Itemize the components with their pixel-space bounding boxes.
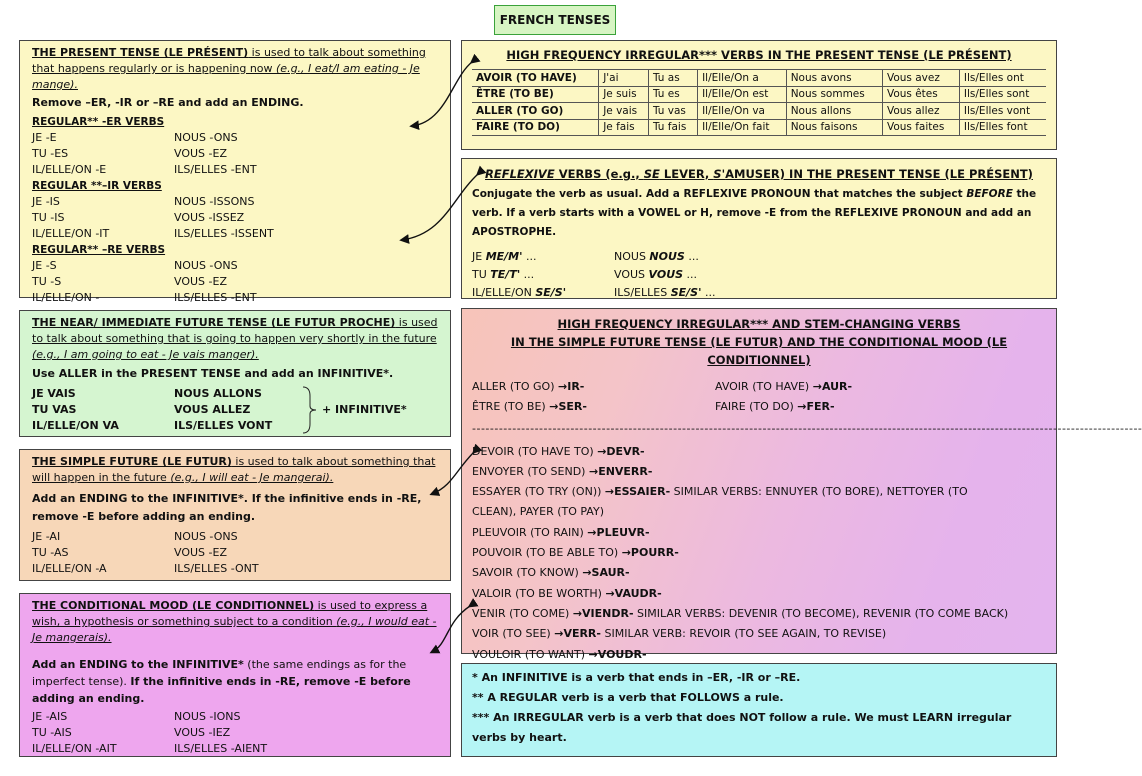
stem-verb: SAVOIR (TO KNOW)	[472, 566, 583, 580]
stem-value: SER-	[558, 400, 587, 414]
subject: NOUS	[614, 250, 650, 263]
stem-item	[472, 462, 1046, 482]
conjugation-cell: TU -ES	[32, 147, 69, 160]
reflexive-text-before: BEFORE	[966, 188, 1013, 200]
present-intro-text: is used to talk about something that happens regularly or is happening now	[32, 46, 426, 75]
conjugation-cell: ILS/ELLES VONT	[174, 419, 273, 432]
simple-future-example: (e.g., I will eat - Je mangerai).	[170, 471, 334, 484]
present-intro	[32, 45, 438, 93]
conjugation-grid	[32, 194, 438, 242]
conjugation-cell: Nous faisons	[786, 119, 882, 136]
conjugation-cell: Ils/Elles sont	[959, 86, 1046, 103]
reflexive-left	[472, 248, 614, 266]
irregular-present-table	[472, 69, 1046, 136]
arrow-icon: →	[587, 525, 597, 539]
conjugation-cell: Nous avons	[786, 70, 882, 87]
conjugation-cell: Ils/Elles vont	[959, 103, 1046, 120]
conjugation-cell: TU -S	[32, 275, 62, 288]
conjugation-cell: VOUS -IEZ	[174, 726, 231, 739]
conjugation-cell: Ils/Elles ont	[959, 70, 1046, 87]
present-tense-box	[19, 40, 451, 304]
verb-group-heading: REGULAR** -ER VERBS	[32, 116, 165, 128]
stem-value: ENVERR-	[598, 464, 653, 478]
pronoun: ME/M'	[485, 250, 523, 263]
reflexive-heading-end: AMUSER) IN THE PRESENT TENSE (LE PRÉSENT)	[725, 167, 1033, 181]
stem-value: VIENDR-	[582, 606, 634, 620]
stem-value: SAUR-	[591, 566, 630, 580]
near-future-box	[19, 310, 451, 437]
conjugation-cell: IL/ELLE/ON -E	[32, 163, 107, 176]
present-heading: THE PRESENT TENSE (LE PRÉSENT)	[32, 46, 249, 59]
pronoun: TE/T'	[490, 268, 521, 281]
conjugation-cell: NOUS -ONS	[174, 259, 238, 272]
stem-verb: DEVOIR (TO HAVE TO)	[472, 444, 598, 458]
stem-value: PLEUVR-	[596, 525, 650, 539]
conjugation-cell: VOUS -ISSEZ	[174, 211, 245, 224]
near-future-conjugation	[32, 386, 438, 434]
subject: JE	[472, 250, 486, 263]
similar-verbs-note: SIMILAR VERBS: DEVENIR (TO BECOME), REVENIR (TO COME BACK)	[633, 606, 1009, 620]
reflexive-heading-mid: VERBS (e.g.,	[554, 167, 644, 181]
conjugation-cell: VOUS -EZ	[174, 546, 227, 559]
conditional-instruction-c: If the infinitive ends in -RE, remove -E before adding an ending.	[32, 675, 411, 705]
stem-item	[472, 523, 1046, 543]
arrow-icon: →	[605, 586, 615, 600]
conjugation-cell: JE -AIS	[32, 710, 68, 723]
conjugation-cell: Je suis	[599, 86, 649, 103]
reflexive-row	[472, 266, 1046, 284]
irregular-present-box	[461, 40, 1057, 150]
conditional-box	[19, 593, 451, 757]
reflexive-heading	[472, 163, 1046, 185]
arrow-icon: →	[797, 400, 807, 414]
reflexive-left	[472, 284, 614, 302]
reflexive-right	[614, 266, 1046, 284]
simple-future-heading: THE SIMPLE FUTURE (LE FUTUR)	[32, 455, 232, 468]
brace-icon	[300, 386, 320, 434]
stem-value: IR-	[567, 380, 585, 393]
stem-item	[472, 645, 1046, 665]
conjugation-grid	[32, 529, 438, 577]
conjugation-cell: TU -AIS	[32, 726, 72, 739]
conditional-instruction-b: (the same endings as for the imperfect tense).	[32, 658, 407, 688]
stem-value: VERR-	[563, 627, 601, 641]
footnote: * An INFINITIVE is a verb that ends in –ER, -IR or –RE.	[472, 671, 801, 684]
stem-item	[472, 482, 1046, 502]
stem-item	[472, 442, 1046, 462]
stem-item	[472, 397, 715, 417]
ellipsis: ...	[520, 268, 535, 281]
conjugation-cell: JE -S	[32, 259, 57, 272]
conjugation-cell: ILS/ELLES -ENT	[174, 291, 257, 304]
conjugation-cell: Tu fais	[648, 119, 697, 136]
conjugation-cell: IL/ELLE/ON -AIT	[32, 742, 117, 755]
conjugation-cell: JE -AI	[32, 530, 61, 543]
table-row	[472, 119, 1046, 136]
conjugation-cell: Il/Elle/On va	[698, 103, 787, 120]
conjugation-cell: Je vais	[599, 103, 649, 120]
conjugation-cell: Il/Elle/On a	[698, 70, 787, 87]
stem-value: FER-	[806, 400, 835, 414]
near-future-instruction: Use ALLER in the PRESENT TENSE and add an INFINITIVE*.	[32, 367, 394, 380]
conjugation-cell: TU VAS	[32, 403, 77, 416]
reflexive-heading-lever: LEVER,	[659, 167, 714, 181]
near-future-example: (e.g., I am going to eat - Je vais manger).	[32, 348, 259, 361]
subject: VOUS	[614, 268, 649, 281]
reflexive-right	[614, 284, 1046, 302]
stem-value: POURR-	[630, 546, 679, 560]
arrow-icon: →	[572, 606, 583, 620]
conditional-rows	[32, 709, 438, 757]
stem-verb: VOIR (TO SEE)	[472, 627, 555, 641]
simple-future-instruction: Add an ENDING to the INFINITIVE*. If the infinitive ends in -RE, remove -E before adding an ending.	[32, 492, 422, 523]
conjugation-cell: JE VAIS	[32, 387, 76, 400]
conjugation-grid	[32, 709, 438, 757]
near-future-heading: THE NEAR/ IMMEDIATE FUTURE TENSE (LE FUTUR PROCHE)	[32, 316, 396, 329]
subject: ILS/ELLES	[614, 286, 671, 299]
reflexive-heading-se: SE	[643, 167, 660, 181]
conjugation-cell: ILS/ELLES -ONT	[174, 562, 259, 575]
conjugation-cell: NOUS -IONS	[174, 710, 241, 723]
footnote: ** A REGULAR verb is a verb that FOLLOWS a rule.	[472, 691, 784, 704]
conjugation-cell: Il/Elle/On fait	[698, 119, 787, 136]
arrow-icon: →	[604, 485, 615, 499]
irregular-present-heading: HIGH FREQUENCY IRREGULAR*** VERBS IN THE PRESENT TENSE (LE PRÉSENT)	[506, 48, 1012, 62]
conjugation-cell: Vous êtes	[882, 86, 959, 103]
verb-group-heading: REGULAR **–IR VERBS	[32, 180, 162, 192]
stem-verb: CLEAN), PAYER (TO PAY)	[472, 505, 604, 519]
conjugation-cell: Tu as	[648, 70, 697, 87]
conditional-intro	[32, 598, 438, 646]
conjugation-cell: NOUS -ONS	[174, 131, 238, 144]
conjugation-cell: VOUS ALLEZ	[174, 403, 251, 416]
conjugation-cell: Nous sommes	[786, 86, 882, 103]
arrow-icon: →	[588, 464, 599, 478]
table-row	[472, 86, 1046, 103]
similar-verbs-note: SIMILAR VERBS: ENNUYER (TO BORE), NETTOYER (TO	[670, 485, 968, 499]
reflexive-row	[472, 284, 1046, 302]
simple-future-intro-text: is used to talk about something that will happen in the future	[32, 455, 436, 484]
subject: IL/ELLE/ON	[472, 286, 536, 299]
stem-item	[715, 377, 1046, 397]
arrow-icon: →	[812, 380, 822, 393]
stem-value: VOUDR-	[597, 647, 647, 661]
reflexive-heading-italic: REFLEXIVE	[485, 167, 555, 181]
pronoun: VOUS	[648, 268, 684, 281]
page-title: FRENCH TENSES	[494, 5, 616, 35]
stem-top-verbs	[472, 377, 1046, 418]
reflexive-heading-s: S'	[713, 167, 726, 181]
verb-cell: ALLER (TO GO)	[472, 103, 599, 120]
conjugation-cell: IL/ELLE/ON VA	[32, 419, 119, 432]
conjugation-cell: JE -IS	[32, 195, 60, 208]
ellipsis: ...	[522, 250, 537, 263]
ellipsis: ...	[684, 250, 699, 263]
stem-item	[472, 563, 1046, 583]
simple-future-rows	[32, 529, 438, 577]
conjugation-cell: NOUS -ISSONS	[174, 195, 255, 208]
reflexive-text-b: the verb. If a verb starts with a VOWEL or H, remove -E from the REFLEXIVE PRONOUN and add an APOSTROPHE.	[472, 188, 1037, 238]
reflexive-row	[472, 248, 1046, 266]
conjugation-cell: IL/ELLE/ON -	[32, 291, 100, 304]
conjugation-cell: Il/Elle/On est	[698, 86, 787, 103]
conjugation-cell: Ils/Elles font	[959, 119, 1046, 136]
near-future-intro-text: is used to talk about something that is going to happen very shortly in the future	[32, 316, 438, 345]
conjugation-cell: VOUS -EZ	[174, 275, 227, 288]
present-example: (e.g., I eat/I am eating - Je mange).	[32, 62, 420, 91]
pronoun: SE/S'	[670, 286, 702, 299]
stem-value: ESSAIER-	[614, 485, 671, 499]
stem-divider: ------------------------------------------------------------------------------------------------------------------------------------------------------	[472, 421, 1142, 435]
arrow-icon: →	[588, 647, 598, 661]
stem-item	[472, 377, 715, 397]
simple-future-box	[19, 449, 451, 581]
pronoun: NOUS	[649, 250, 685, 263]
stem-item	[472, 624, 1046, 644]
arrow-icon: →	[621, 546, 631, 560]
similar-verbs-note: SIMILAR VERB: REVOIR (TO SEE AGAIN, TO REVISE)	[600, 627, 887, 641]
stem-verb: POUVOIR (TO BE ABLE TO)	[472, 546, 622, 560]
conjugation-cell: TU -IS	[32, 211, 65, 224]
near-future-plus-infinitive: + INFINITIVE*	[322, 403, 407, 416]
verb-cell: ÊTRE (TO BE)	[472, 86, 599, 103]
stem-value: AUR-	[821, 380, 853, 393]
stem-item	[472, 584, 1046, 604]
conjugation-cell: NOUS -ONS	[174, 530, 238, 543]
conjugation-cell: Vous faites	[882, 119, 959, 136]
conjugation-cell: Nous allons	[786, 103, 882, 120]
conjugation-cell: IL/ELLE/ON -IT	[32, 227, 110, 240]
arrow-icon: →	[558, 380, 568, 393]
stem-verb: ENVOYER (TO SEND)	[472, 464, 589, 478]
conjugation-grid	[32, 130, 438, 178]
stem-verb: ALLER (TO GO)	[472, 380, 559, 393]
pronoun: SE/S'	[535, 286, 567, 299]
arrow-icon: →	[597, 444, 607, 458]
stem-verb: ÊTRE (TO BE)	[472, 400, 550, 414]
stem-verb: VENIR (TO COME)	[472, 606, 573, 620]
conjugation-cell: JE -E	[32, 131, 57, 144]
stem-verb: AVOIR (TO HAVE)	[715, 380, 813, 393]
conjugation-cell: ILS/ELLES -ENT	[174, 163, 257, 176]
present-groups	[32, 114, 438, 306]
stem-item	[472, 543, 1046, 563]
footnote: *** An IRREGULAR verb is a verb that does NOT follow a rule. We must LEARN irregular verbs by heart.	[472, 711, 1012, 744]
stem-heading-2: IN THE SIMPLE FUTURE TENSE (LE FUTUR) AND THE CONDITIONAL MOOD (LE CONDITIONNEL)	[510, 335, 1008, 367]
simple-future-intro	[32, 454, 438, 486]
stem-verb: FAIRE (TO DO)	[715, 400, 798, 414]
stem-verb: VALOIR (TO BE WORTH)	[472, 586, 606, 600]
near-future-intro	[32, 315, 438, 363]
conditional-intro-text: is used to express a wish, a hypothesis or something subject to a condition	[32, 599, 428, 628]
conjugation-cell: Vous allez	[882, 103, 959, 120]
conjugation-cell: Tu vas	[648, 103, 697, 120]
verb-group-heading: REGULAR** –RE VERBS	[32, 244, 166, 256]
stem-value: VAUDR-	[614, 586, 662, 600]
conditional-instruction	[32, 656, 438, 707]
stem-item	[715, 397, 1046, 417]
ellipsis: ...	[701, 286, 716, 299]
conjugation-cell: VOUS -EZ	[174, 147, 227, 160]
conjugation-cell: NOUS ALLONS	[174, 387, 262, 400]
footnote-list	[472, 668, 1046, 748]
verb-cell: FAIRE (TO DO)	[472, 119, 599, 136]
verb-cell: AVOIR (TO HAVE)	[472, 70, 599, 87]
ellipsis: ...	[683, 268, 698, 281]
table-row	[472, 103, 1046, 120]
footnotes-box	[461, 663, 1057, 757]
present-instruction: Remove –ER, -IR or –RE and add an ENDING.	[32, 96, 304, 109]
stem-verb: PLEUVOIR (TO RAIN)	[472, 525, 588, 539]
stem-heading-1: HIGH FREQUENCY IRREGULAR*** AND STEM-CHANGING VERBS	[557, 317, 961, 331]
reflexive-right	[614, 248, 1046, 266]
stem-value: DEVR-	[606, 444, 645, 458]
conjugation-cell: Je fais	[599, 119, 649, 136]
reflexive-text-a: Conjugate the verb as usual. Add a REFLEXIVE PRONOUN that matches the subject	[472, 188, 967, 200]
conjugation-cell: J'ai	[599, 70, 649, 87]
stem-changing-box	[461, 308, 1142, 661]
conjugation-cell: ILS/ELLES -AIENT	[174, 742, 268, 755]
conjugation-cell: IL/ELLE/ON -A	[32, 562, 107, 575]
reflexive-rows	[472, 248, 1046, 302]
arrow-icon: →	[582, 566, 592, 580]
arrow-icon: →	[549, 400, 559, 414]
arrow-icon: →	[554, 627, 564, 641]
stem-verb: ESSAYER (TO TRY (ON))	[472, 485, 605, 499]
reflexive-instruction	[472, 185, 1046, 242]
conditional-heading: THE CONDITIONAL MOOD (LE CONDITIONNEL)	[32, 599, 315, 612]
stem-verb-list	[472, 442, 1046, 665]
conjugation-grid	[32, 258, 438, 306]
conjugation-cell: ILS/ELLES -ISSENT	[174, 227, 274, 240]
subject: TU	[472, 268, 491, 281]
stem-verb: VOULOIR (TO WANT)	[472, 647, 589, 661]
stem-item	[472, 502, 1046, 522]
reflexive-box	[461, 158, 1057, 299]
conjugation-cell: Vous avez	[882, 70, 959, 87]
conditional-example: (e.g., I would eat - Je mangerais).	[32, 615, 437, 644]
conjugation-cell: TU -AS	[32, 546, 69, 559]
conditional-instruction-a: Add an ENDING to the INFINITIVE*	[32, 658, 244, 671]
conjugation-cell: Tu es	[648, 86, 697, 103]
reflexive-left	[472, 266, 614, 284]
stem-item	[472, 604, 1046, 624]
table-row	[472, 70, 1046, 87]
